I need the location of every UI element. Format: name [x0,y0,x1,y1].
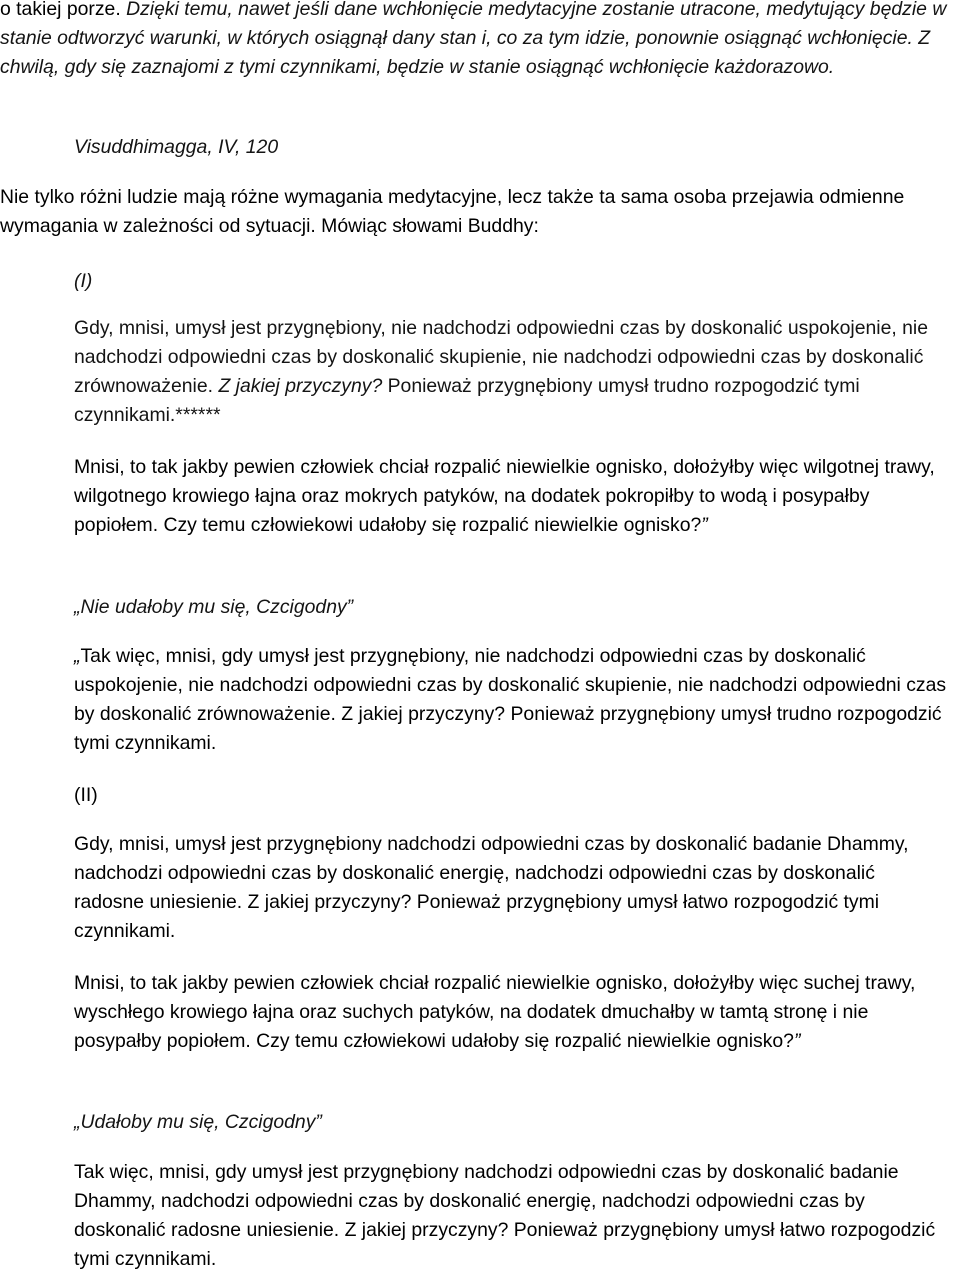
top-part-2: Dzięki temu, nawet jeśli dane wchłonięcie medytacyjne zostanie utracone, medytujący będzie w stanie odtworzyć warunki, w których osiągnął dany stan i, co za tym idzie, ponownie osiągnąć wchłonięcie. Z chwilą, gdy się zaznajomi z tymi czynnikami, będzie w stanie osiągnąć wchłonięcie każdorazowo. [0,0,947,78]
p1-part-3: Ponieważ przygnębiony umysł trudno rozpogodzić tymi czynnikami.****** [74,375,860,426]
p2-part-2: ” [701,514,708,536]
quote-paragraph-6 [74,969,950,1056]
section-heading-2: (II) [74,784,98,806]
top-part-1: o takiej porze. [0,0,121,20]
quote-paragraph-4 [74,642,950,758]
quote-paragraph-8: Tak więc, mnisi, gdy umysł jest przygnębiony nadchodzi odpowiedni czas by doskonalić badanie Dhammy, nadchodzi odpowiedni czas by doskonalić energię, nadchodzi odpowiedni czas by doskonalić radosne uniesienie. Z jakiej przyczyny? Ponieważ przygnębiony umysł łatwo rozpogodzić tymi czynnikami. [74,1161,936,1270]
quote-paragraph-5: Gdy, mnisi, umysł jest przygnębiony nadchodzi odpowiedni czas by doskonalić badanie Dhammy, nadchodzi odpowiedni czas by doskonalić energię, nadchodzi odpowiedni czas by doskonalić radosne uniesienie. Z jakiej przyczyny? Ponieważ przygnębiony umysł łatwo rozpogodzić tymi czynnikami. [74,833,909,942]
quote-paragraph-7: „Udałoby mu się, Czcigodny” [74,1111,322,1133]
quote-paragraph-1 [74,314,940,430]
p1-part-2: Z jakiej przyczyny? [218,375,383,397]
p4-part-2: Tak więc, mnisi, gdy umysł jest przygnębiony, nie nadchodzi odpowiedni czas by doskonalić uspokojenie, nie nadchodzi odpowiedni czas by doskonalić skupienie, nie nadchodzi odpowiedni czas by doskonalić zrównoważenie. Z jakiej przyczyny? Ponieważ przygnębiony umysł trudno rozpogodzić tymi czynnikami. [74,645,947,754]
p6-part-2: ” [793,1030,801,1052]
section-heading-1: (I) [74,270,93,292]
p1-part-1: Gdy, mnisi, umysł jest przygnębiony, nie nadchodzi odpowiedni czas by doskonalić uspokojenie, nie nadchodzi odpowiedni czas by doskonalić skupienie, nie nadchodzi odpowiedni czas by doskonalić zrównoważenie. [74,317,929,397]
p2-part-1: Mnisi, to tak jakby pewien człowiek chciał rozpalić niewielkie ognisko, dołożyłby więc wilgotnej trawy, wilgotnego krowiego łajna oraz mokrych patyków, na dodatek pokropiłby to wodą i posypałby popiołem. Czy temu człowiekowi udałoby się rozpalić niewielkie ognisko? [74,456,935,536]
intro-paragraph: Nie tylko różni ludzie mają różne wymagania medytacyjne, lecz także ta sama osoba przejawia odmienne wymagania w zależności od sytuacji. Mówiąc słowami Buddhy: [0,186,905,237]
source-citation: Visuddhimagga, IV, 120 [74,136,279,158]
p6-part-1: Mnisi, to tak jakby pewien człowiek chciał rozpalić niewielkie ognisko, dołożyłby więc suchej trawy, wyschłego krowiego łajna oraz suchych patyków, na dodatek dmuchałby w tamtą stronę i nie posypałby popiołem. Czy temu człowiekowi udałoby się rozpalić niewielkie ognisko? [74,972,916,1052]
top-paragraph [0,0,950,82]
p4-part-1: „ [74,645,81,667]
quote-paragraph-3: „Nie udałoby mu się, Czcigodny” [74,596,354,618]
quote-paragraph-2 [74,453,950,540]
